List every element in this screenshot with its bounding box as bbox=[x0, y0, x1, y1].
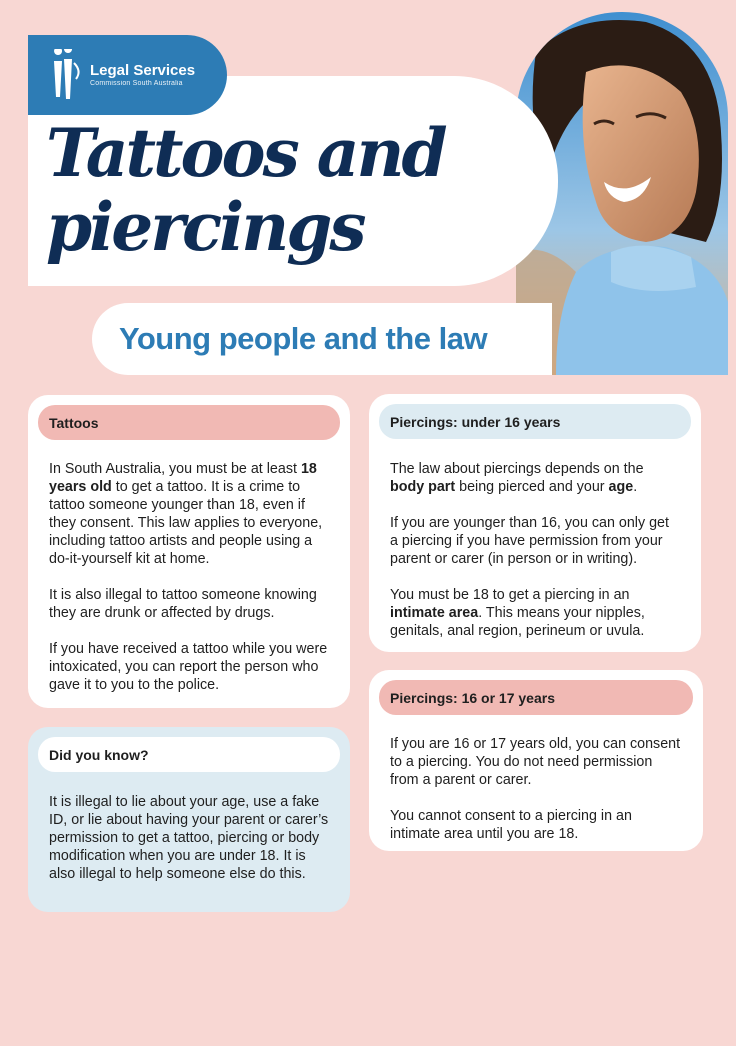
text-run: . bbox=[633, 479, 638, 495]
tattoos-body bbox=[38, 460, 340, 694]
emphasis-age: age bbox=[608, 479, 634, 495]
logo-figures-icon bbox=[50, 49, 84, 101]
tattoos-heading: Tattoos bbox=[38, 405, 340, 440]
text-run: . This means your nipples, genitals, anal region, perineum or uvula. bbox=[390, 605, 645, 639]
piercings-under-16-paragraph-2: If you are younger than 16, you can only get a piercing if you have permission from your parent or carer (in person or in writing). bbox=[390, 515, 669, 567]
emphasis-intimate-area: intimate area bbox=[390, 605, 479, 621]
title-line-1: Tattoos and bbox=[46, 114, 445, 192]
legal-services-logo bbox=[28, 35, 227, 115]
piercings-under-16-card bbox=[369, 394, 701, 652]
piercings-16-17-body bbox=[379, 735, 693, 843]
text-run: You must be 18 to get a piercing in an bbox=[390, 587, 630, 603]
piercings-under-16-body bbox=[379, 460, 691, 640]
page-title bbox=[46, 116, 526, 264]
text-run: In South Australia, you must be at least bbox=[49, 461, 301, 477]
tattoos-paragraph-2: It is also illegal to tattoo someone knowing they are drunk or affected by drugs. bbox=[49, 587, 317, 621]
text-run: to get a tattoo. It is a crime to tattoo someone younger than 18, even if they consent. This law applies to everyone, including tattoo artists and people using a do-it-yourself kit at home. bbox=[49, 479, 323, 567]
piercings-under-16-paragraph-3 bbox=[390, 586, 680, 640]
piercings-16-17-heading: Piercings: 16 or 17 years bbox=[379, 680, 693, 715]
logo-text bbox=[90, 62, 195, 88]
title-line-2: piercings bbox=[46, 188, 364, 266]
logo-title: Legal Services bbox=[90, 62, 196, 79]
logo-subtitle: Commission South Australia bbox=[90, 80, 183, 87]
did-you-know-heading: Did you know? bbox=[38, 737, 340, 772]
page-subtitle: Young people and the law bbox=[119, 321, 488, 356]
piercings-16-17-paragraph-2: You cannot consent to a piercing in an intimate area until you are 18. bbox=[390, 808, 632, 842]
tattoos-paragraph-3: If you have received a tattoo while you were intoxicated, you can report the person who gave it to you to the police. bbox=[49, 641, 328, 693]
text-run: The law about piercings depends on the bbox=[390, 461, 644, 477]
text-run: being pierced and your bbox=[455, 479, 609, 495]
piercings-16-17-card bbox=[369, 670, 703, 851]
emphasis-age: 18 years old bbox=[49, 461, 317, 495]
tattoos-card bbox=[28, 395, 350, 708]
tattoos-paragraph-1 bbox=[49, 460, 329, 568]
did-you-know-card bbox=[28, 727, 350, 912]
emphasis-body-part: body part bbox=[390, 479, 456, 495]
did-you-know-body bbox=[38, 793, 340, 883]
piercings-16-17-paragraph-1: If you are 16 or 17 years old, you can consent to a piercing. You do not need permission from a parent or carer. bbox=[390, 736, 681, 788]
piercings-under-16-heading: Piercings: under 16 years bbox=[379, 404, 691, 439]
did-you-know-paragraph: It is illegal to lie about your age, use a fake ID, or lie about having your parent or carer’s permission to get a tattoo, piercing or body modification when you are under 18. It is also illegal to help someone else do this. bbox=[49, 794, 329, 882]
piercings-under-16-paragraph-1 bbox=[390, 460, 680, 496]
